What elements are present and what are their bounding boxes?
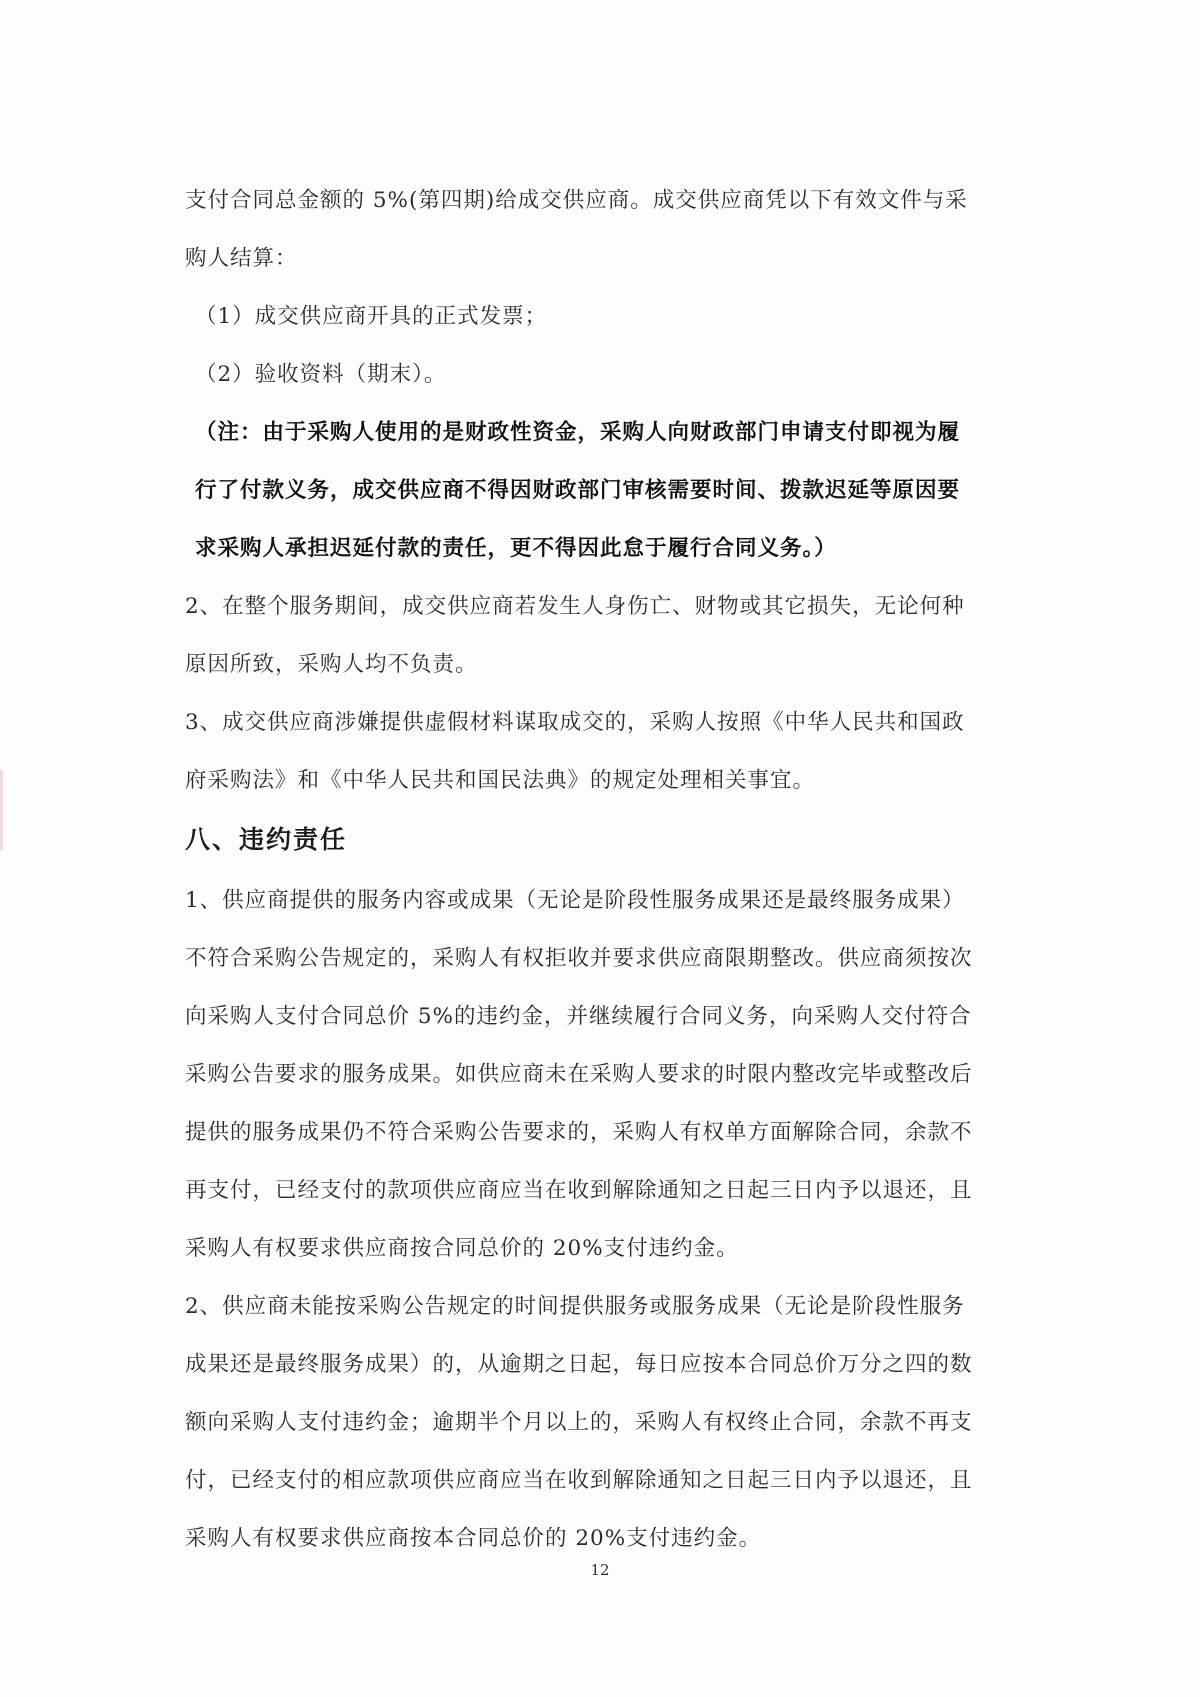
clause-3-paragraph — [185, 694, 1025, 810]
breach-clause-2-line-4: 付，已经支付的相应款项供应商应当在收到解除通知之日起三日内予以退还，且 — [185, 1468, 973, 1493]
document-body — [185, 172, 1025, 1568]
clause-3-line-2: 府采购法》和《中华人民共和国民法典》的规定处理相关事宜。 — [185, 768, 816, 793]
payment-line-2: 购人结算： — [185, 246, 298, 271]
clause-2-line-1: 2、在整个服务期间，成交供应商若发生人身伤亡、财物或其它损失，无论何种 — [185, 594, 965, 619]
list-item-acceptance: （2）验收资料（期末）。 — [195, 362, 447, 387]
payment-paragraph — [185, 172, 1025, 288]
breach-clause-2 — [185, 1278, 1025, 1568]
breach-clause-1-line-5: 提供的服务成果仍不符合采购公告要求的，采购人有权单方面解除合同，余款不 — [185, 1120, 973, 1145]
breach-clause-1-line-3: 向采购人支付合同总价 5%的违约金，并继续履行合同义务，向采购人交付符合 — [185, 1004, 972, 1029]
note-line-1: （注：由于采购人使用的是财政性资金，采购人向财政部门申请支付即视为履 — [195, 420, 961, 445]
breach-clause-2-line-5: 采购人有权要求供应商按本合同总价的 20%支付违约金。 — [185, 1526, 762, 1551]
clause-2-paragraph — [185, 578, 1025, 694]
breach-clause-1-line-1: 1、供应商提供的服务内容或成果（无论是阶段性服务成果还是最终服务成果） — [185, 888, 965, 913]
breach-clause-2-line-3: 额向采购人支付违约金；逾期半个月以上的，采购人有权终止合同，余款不再支 — [185, 1410, 973, 1435]
note-line-3: 求采购人承担迟延付款的责任，更不得因此怠于履行合同义务。） — [195, 536, 837, 561]
breach-clause-1-line-7: 采购人有权要求供应商按合同总价的 20%支付违约金。 — [185, 1236, 739, 1261]
breach-clause-2-line-1: 2、供应商未能按采购公告规定的时间提供服务或服务成果（无论是阶段性服务 — [185, 1294, 965, 1319]
breach-clause-1-line-2: 不符合采购公告规定的，采购人有权拒收并要求供应商限期整改。供应商须按次 — [185, 946, 973, 971]
payment-line-1: 支付合同总金额的 5%(第四期)给成交供应商。成交供应商凭以下有效文件与采 — [185, 188, 968, 213]
list-item-invoice: （1）成交供应商开具的正式发票； — [195, 304, 548, 329]
clause-2-line-2: 原因所致，采购人均不负责。 — [185, 652, 478, 677]
clause-3-line-1: 3、成交供应商涉嫌提供虚假材料谋取成交的，采购人按照《中华人民共和国政 — [185, 710, 965, 735]
section-title-breach-liability: 八、违约责任 — [185, 825, 348, 854]
scan-edge-mark — [0, 770, 3, 850]
breach-clause-1-line-6: 再支付，已经支付的款项供应商应当在收到解除通知之日起三日内予以退还，且 — [185, 1178, 973, 1203]
breach-clause-1 — [185, 872, 1025, 1278]
page-number: 12 — [590, 1561, 610, 1579]
breach-clause-2-line-2: 成果还是最终服务成果）的，从逾期之日起，每日应按本合同总价万分之四的数 — [185, 1352, 973, 1377]
note-block — [185, 404, 1025, 578]
note-line-2: 行了付款义务，成交供应商不得因财政部门审核需要时间、拨款迟延等原因要 — [195, 478, 961, 503]
breach-clause-1-line-4: 采购公告要求的服务成果。如供应商未在采购人要求的时限内整改完毕或整改后 — [185, 1062, 973, 1087]
